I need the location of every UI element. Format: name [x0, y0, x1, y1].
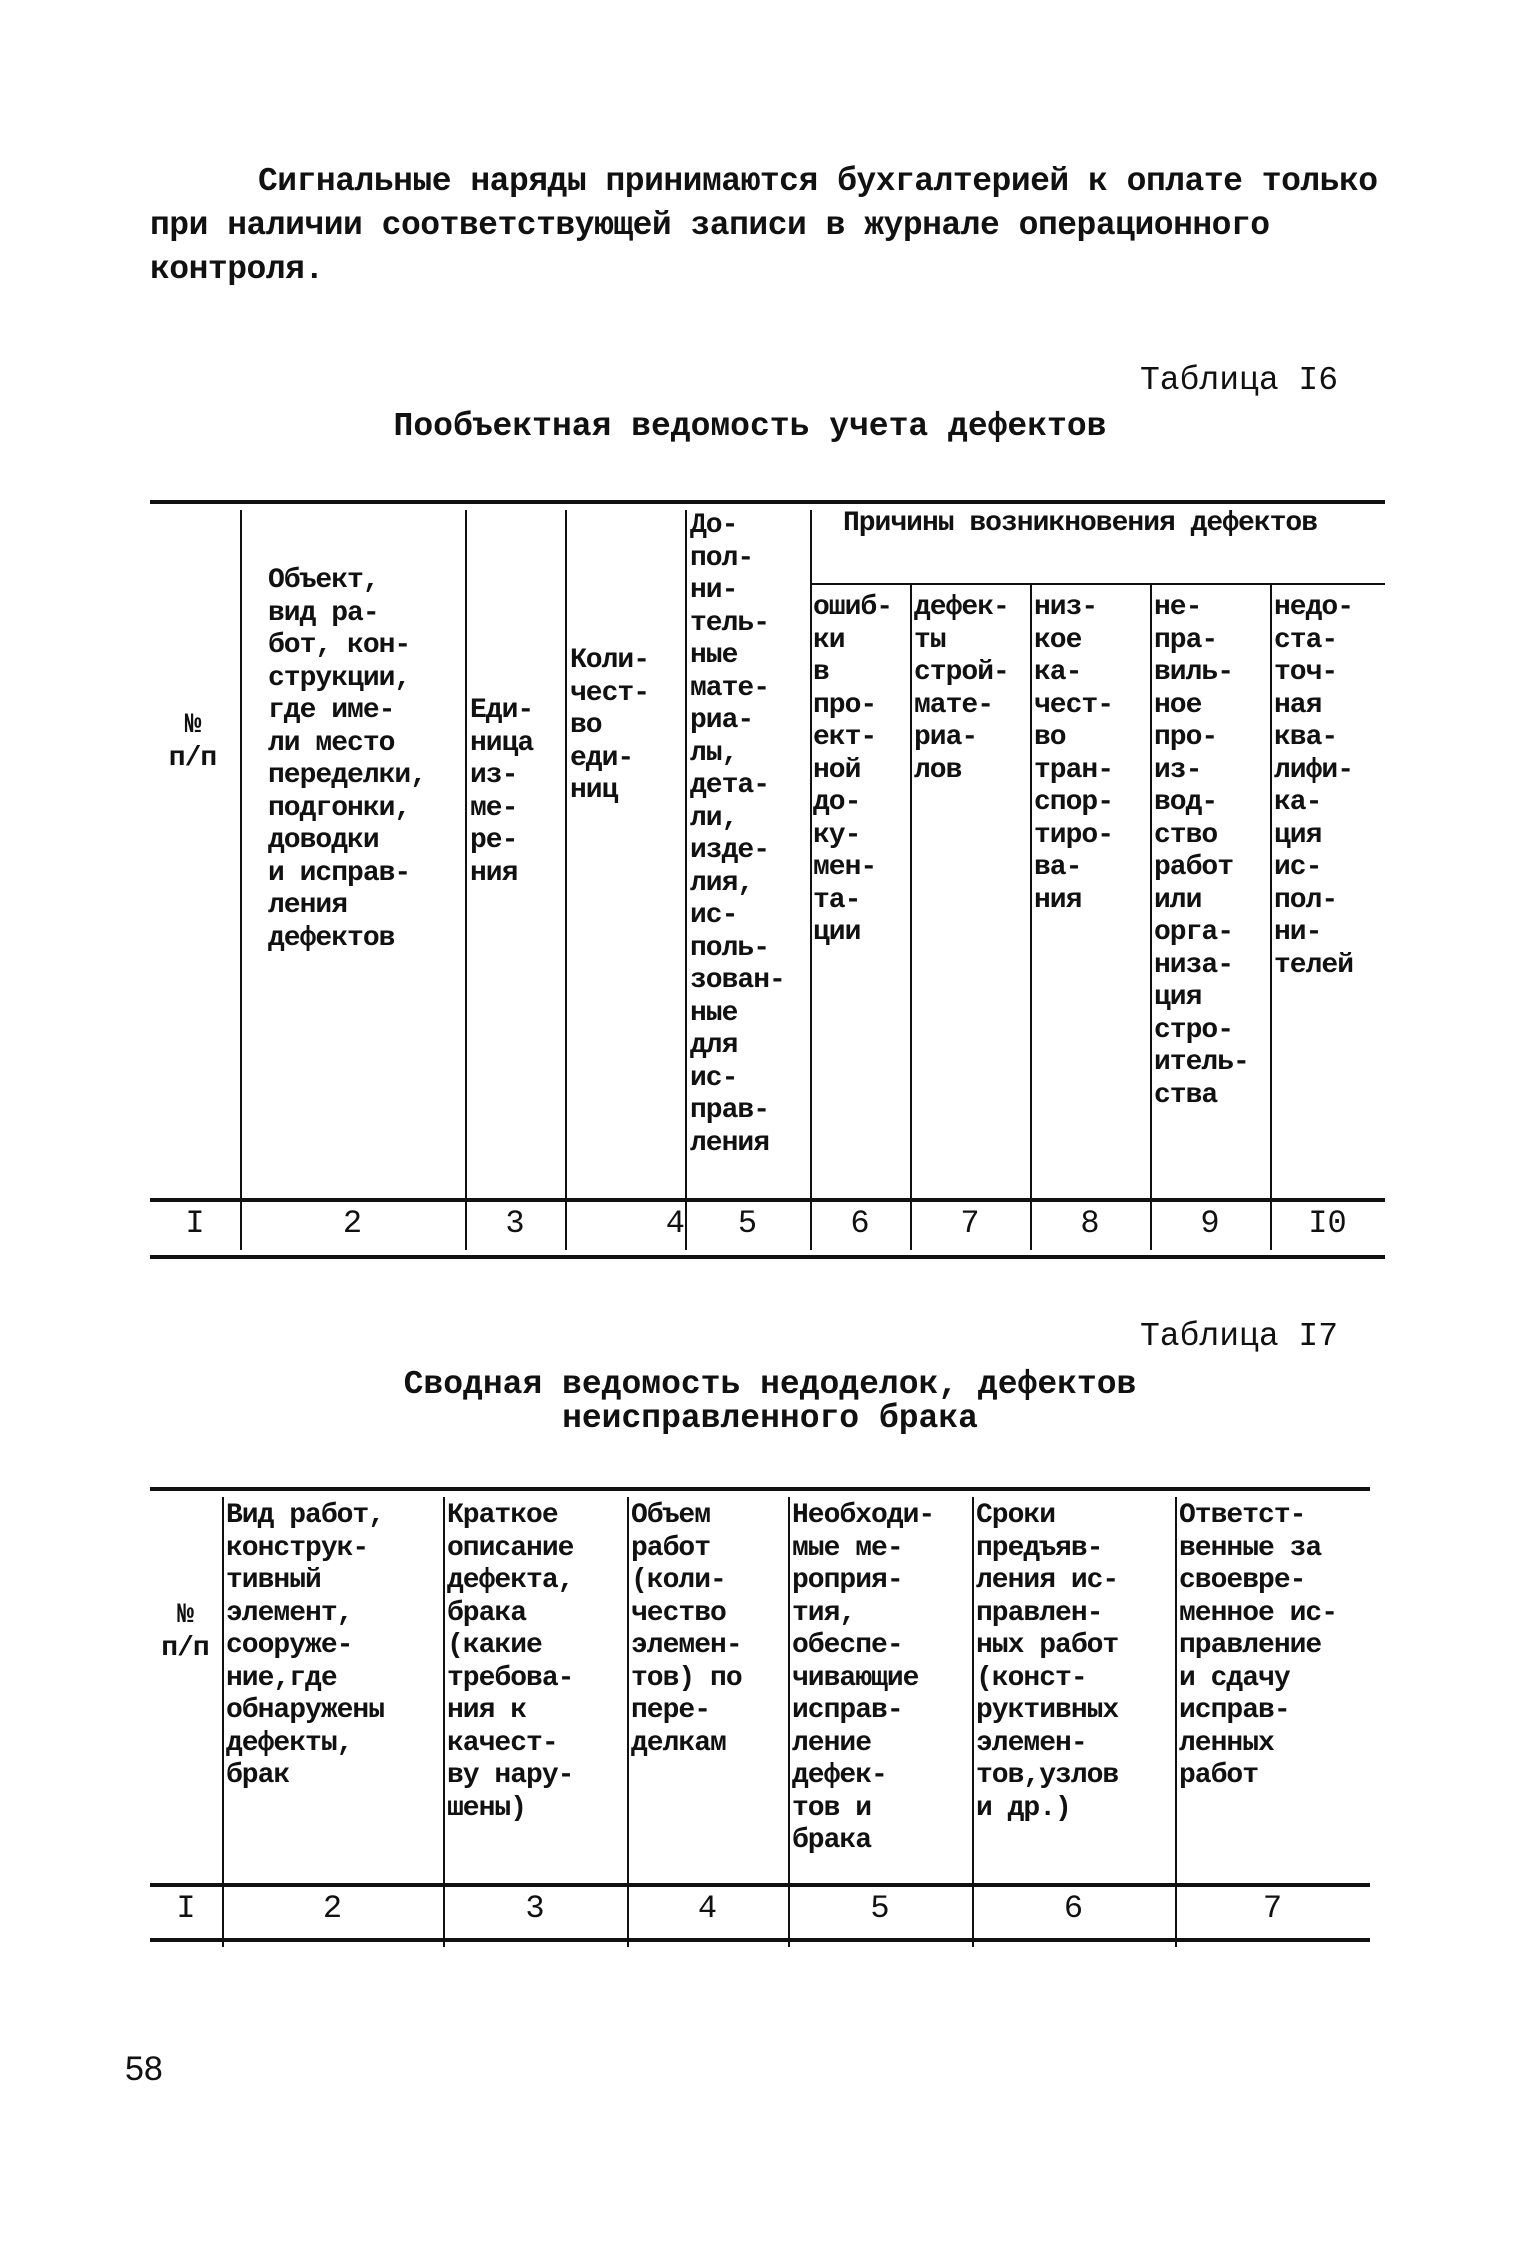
table16-header-col5: До- пол- ни- тель- ные мате- риа- лы, дета- ли, изде- лия, ис- поль- зован- ные для ис- прав- ления [690, 510, 785, 1159]
t16-vline [1270, 585, 1272, 1250]
table16-num-7: 7 [960, 1205, 980, 1242]
t16-vline [240, 510, 242, 1250]
t17-vline [788, 1497, 790, 1947]
table16-num-5: 5 [737, 1205, 758, 1242]
table16-header-col9: не- пра- виль- ное про- из- вод- ство работ или орга- низа- ция стро- итель- ства [1154, 592, 1249, 1111]
table16-header-col1: № п/п [168, 710, 217, 774]
table17-top-rule [150, 1487, 1370, 1491]
table17-header-col5: Необходи- мые ме- роприя- тия, обеспе- чивающие исправ- ление дефек- тов и брака [792, 1500, 935, 1856]
table16-header-col2: Объект, вид ра- бот, кон- струкции, где име- ли место переделки, подгонки, доводки и исправ- ления дефектов [268, 565, 427, 954]
table16-num-6: 6 [850, 1205, 870, 1242]
table16-num-1: I [185, 1205, 205, 1242]
table17-header-rule [150, 1883, 1370, 1887]
table17-num-2: 2 [322, 1890, 343, 1927]
table16-group-rule [810, 583, 1385, 585]
t17-vline [627, 1497, 629, 1947]
table16-num-2: 2 [342, 1205, 363, 1242]
t17-vline [443, 1497, 445, 1947]
table16-number: Таблица I6 [1140, 362, 1339, 399]
table16-header-col3: Еди- ница из- ме- ре- ния [470, 695, 534, 889]
table17-number: Таблица I7 [1140, 1318, 1339, 1355]
table17-title-line2: неисправленного брака [562, 1400, 978, 1437]
t16-vline [1150, 585, 1152, 1250]
t16-vline [1030, 585, 1032, 1250]
table17-num-7: 7 [1262, 1890, 1283, 1927]
t17-vline [972, 1497, 974, 1947]
page-number: 58 [125, 2050, 163, 2088]
table16-num-10: I0 [1308, 1205, 1347, 1242]
table17-num-3: 3 [525, 1890, 545, 1927]
table16-header-col7: дефек- ты строй- мате- риа- лов [914, 592, 1009, 786]
table17-num-4: 4 [697, 1890, 718, 1927]
t16-vline [910, 585, 912, 1250]
table17-header-col3: Краткое описание дефекта, брака (какие требова- ния к качест- ву нару- шены) [447, 1500, 574, 1824]
t16-vline [810, 510, 812, 1250]
table17-num-5: 5 [870, 1890, 890, 1927]
table17-bottom-rule [150, 1938, 1370, 1942]
table17-header-col6: Сроки предъяв- ления ис- правлен- ных работ (конст- руктивных элемен- тов,узлов и др.) [976, 1500, 1119, 1824]
table16-title: Пообъектная ведомость учета дефектов [393, 408, 1107, 445]
table17-title-line1: Сводная ведомость недоделок, дефектов [403, 1366, 1137, 1403]
table16-header-col10: недо- ста- точ- ная ква- лифи- ка- ция ис- пол- ни- телей [1274, 592, 1354, 981]
table16-header-col8: низ- кое ка- чест- во тран- спор- тиро- ва- ния [1034, 592, 1114, 916]
intro-text: Сигнальные наряды принимаются бухгалтерией к оплате только при наличии соответствующей записи в журнале операционного контроля. [150, 163, 1378, 288]
table16-bottom-rule [150, 1255, 1385, 1259]
t17-vline [222, 1497, 224, 1947]
table16-header-rule [150, 1198, 1385, 1202]
table17-num-6: 6 [1063, 1890, 1084, 1927]
table16-top-rule [150, 500, 1385, 504]
table17-num-1: I [176, 1890, 196, 1927]
intro-paragraph [150, 160, 1410, 292]
table16-group-header: Причины возникновения дефектов [842, 508, 1318, 539]
table16-num-9: 9 [1200, 1205, 1220, 1242]
t16-vline [565, 510, 567, 1250]
table16-num-8: 8 [1080, 1205, 1100, 1242]
table17-header-col1: № п/п [161, 1600, 209, 1664]
table16-num-4: 4 [665, 1205, 685, 1242]
table17-header-col7: Ответст- венные за своевре- менное ис- правление и сдачу исправ- ленных работ [1179, 1500, 1338, 1791]
table16-num-3: 3 [505, 1205, 525, 1242]
table16-header-col4: Коли- чест- во еди- ниц [570, 645, 650, 806]
table17-header-col4: Объем работ (коли- чество элемен- тов) по пере- делкам [631, 1500, 742, 1759]
t16-vline [465, 510, 467, 1250]
table16-header-col6: ошиб- ки в про- ект- ной до- ку- мен- та- ции [813, 592, 893, 948]
table17-header-col2: Вид работ, конструк- тивный элемент, сооруже- ние,где обнаружены дефекты, брак [226, 1500, 385, 1791]
t16-vline [685, 510, 687, 1250]
t17-vline [1175, 1497, 1177, 1947]
